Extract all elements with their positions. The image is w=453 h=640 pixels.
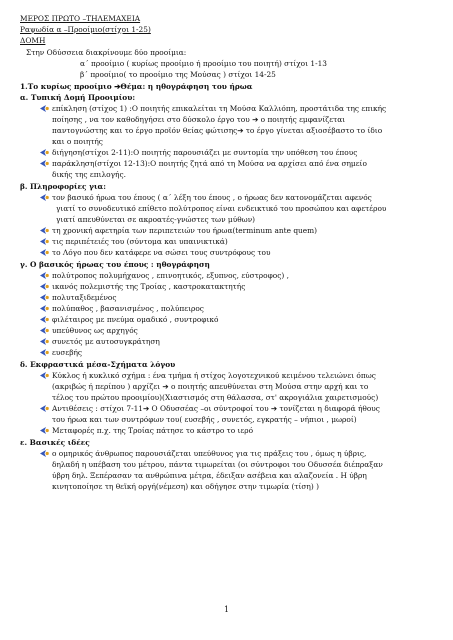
section-c-heading: γ. Ο βασικός ήρωας του έπους : ηθογράφηση	[20, 260, 210, 269]
trait-line: φιλέταιρος με πνεύμα ομαδικό , συντροφικό	[52, 315, 219, 324]
section-1-heading: 1.Το κυρίως προοίμιο ➔Θέμα: η ηθογράφηση του ήρωα	[20, 82, 253, 91]
page-number: 1	[223, 605, 230, 614]
trait-line: ευσεβής	[52, 348, 83, 357]
hero-line-1: τον βασικό ήρωα του έπους ( α΄ λέξη του έπους , ο ήρωας δεν κατονομάζεται αφενός	[52, 193, 372, 202]
idea-line-1: ο ομηρικός άνθρωπος παρουσιάζεται υπεύθυνος για τις πράξεις του , όμως η ύβρις,	[52, 449, 367, 458]
bullet-icon	[40, 305, 49, 312]
bullet-icon	[40, 105, 49, 112]
structure-heading: ΔΟΜΗ	[20, 36, 46, 45]
bullet-icon	[40, 316, 49, 323]
cycle-line-2: (ακριβώς ή περίπου ) αρχίζει ➔ ο ποιητής απευθύνεται στη Μούσα στην αρχή και το	[52, 382, 369, 391]
prologue-b-line: β΄ προοίμιο( το προοίμιο της Μούσας ) στίχοι 14-25	[80, 70, 276, 79]
hero-line-2: γιατί το συνοδευτικό επίθετο πολύτροπος είναι ενδεικτικό του προσώπου και αφετέρου	[56, 204, 387, 213]
bullet-icon	[40, 405, 49, 412]
bullet-icon	[40, 349, 49, 356]
bullet-icon	[40, 149, 49, 156]
request-line-1: παράκληση(στίχοι 12-13):Ο ποιητής ζητά από τη Μούσα να αρχίσει από ένα σημείο	[52, 159, 367, 168]
section-e-heading: ε. Βασικές ιδέες	[20, 438, 90, 447]
narration-line: διήγηση(στίχοι 2-11):Ο ποιητής παρουσιάζει με συντομία την υπόθεση του έπους	[52, 148, 358, 157]
bullet-icon	[40, 294, 49, 301]
cycle-line-1: Κύκλος ή κυκλικό σχήμα : ένα τμήμα ή στίχος λογοτεχνικού κειμένου τελειώνει όπως	[52, 371, 376, 380]
trait-line: πολύπαθος , βασανισμένος , πολύπειρος	[52, 304, 204, 313]
invocation-line-3: παντογνώστης και το έργο προϊόν θείας φώτισης➔ το έργο γίνεται αξιοσέβαστο το ίδιο	[52, 126, 383, 135]
hero-line-3: γιατί απευθύνεται σε ακροατές-γνώστες των μύθων)	[56, 215, 256, 224]
rhapsody-heading: Ραψωδία α –Προοίμιο(στίχοι 1-25)	[20, 25, 151, 34]
cycle-line-3: τέλος του πρώτου προοιμίου)(Χιαστισμός στη θάλασσα, στ' ακρογιάλια χαιρετισμούς)	[52, 393, 379, 402]
invocation-line-1: επίκληση (στίχος 1) :Ο ποιητής επικαλείται τη Μούσα Καλλιόπη, προστάτιδα της επικής	[52, 104, 387, 113]
bullet-icon	[40, 238, 49, 245]
section-d-heading: δ. Εκφραστικά μέσα-Σχήματα λόγου	[20, 360, 176, 369]
start-point-line: τη χρονική αφετηρία των περιπετειών του ήρωα(terminum ante quem)	[52, 226, 318, 235]
trait-line: συνετός με αυτοσυγκράτηση	[52, 337, 160, 346]
idea-line-2: δηλαδή η υπέβαση του μέτρου, πάντα τιμωρείται (οι σύντροφοι του Οδυσσέα διέπραξαν	[52, 460, 383, 469]
bullet-icon	[40, 227, 49, 234]
bullet-icon	[40, 450, 49, 457]
trait-line: ικανός πολεμιστής της Τροίας , καστροκατακτητής	[52, 282, 246, 291]
bullet-icon	[40, 194, 49, 201]
antithesis-line-1: Αντιθέσεις : στίχοι 7-11➔ Ο Οδυσσέας –οι σύντροφοί του ➔ τονίζεται η διαφορά ήθους	[52, 404, 380, 413]
trait-line: πολυταξιδεμένος	[52, 293, 117, 302]
adventures-line: τις περιπέτειές του (σύντομα και υπαινικτικά)	[52, 237, 228, 246]
antithesis-line-2: του ήρωα και των συντρόφων του( ευσεβής , συνετός, εγκρατής – νήπιοι , μωροί)	[52, 415, 357, 424]
bullet-icon	[40, 249, 49, 256]
section-b-heading: β. Πληροφορίες για:	[20, 182, 106, 191]
intro-line: Στην Οδύσσεια διακρίνουμε δύο προοίμια:	[26, 48, 187, 57]
part-heading: ΜΕΡΟΣ ΠΡΩΤΟ –ΤΗΛΕΜΑΧΕΙΑ	[20, 14, 141, 23]
metaphor-line: Μεταφορές π.χ. της Τροίας πάτησε το κάστρο το ιερό	[52, 426, 254, 435]
section-a-heading: α. Τυπική Δομή Προοιμίου:	[20, 93, 136, 102]
reason-line: το Λόγο που δεν κατάφερε να σώσει τους συντρόφους του	[52, 248, 271, 257]
bullet-icon	[40, 427, 49, 434]
idea-line-3: ύβρη δηλ. Ξεπέρασαν τα ανθρώπινα μέτρα, έδειξαν ασέβεια και αλαζονεία . Η ύβρη	[52, 471, 367, 480]
trait-line: υπεύθυνος ως αρχηγός	[52, 326, 138, 335]
bullet-icon	[40, 283, 49, 290]
bullet-icon	[40, 272, 49, 279]
request-line-2: δικής της επιλογής.	[52, 170, 126, 179]
prologue-a-line: α΄ προοίμιο ( κυρίως προοίμιο ή προοίμιο του ποιητή) στίχοι 1-13	[80, 59, 327, 68]
bullet-icon	[40, 327, 49, 334]
idea-line-4: κινητοποίησε τη θεϊκή οργή(νέμεση) και οδήγησε στην τιμωρία (τίση) )	[52, 482, 319, 491]
bullet-icon	[40, 338, 49, 345]
bullet-icon	[40, 372, 49, 379]
bullet-icon	[40, 160, 49, 167]
trait-line: πολύτροπος πολυμήχανος , επινοητικός, εξυπνος, εύστροφος) ,	[52, 271, 289, 280]
invocation-line-4: και ο ποιητής	[52, 137, 103, 146]
invocation-line-2: ποίησης , να τον καθοδηγήσει στο δύσκολο έργο του ➔ ο ποιητής εμφανίζεται	[52, 115, 346, 124]
